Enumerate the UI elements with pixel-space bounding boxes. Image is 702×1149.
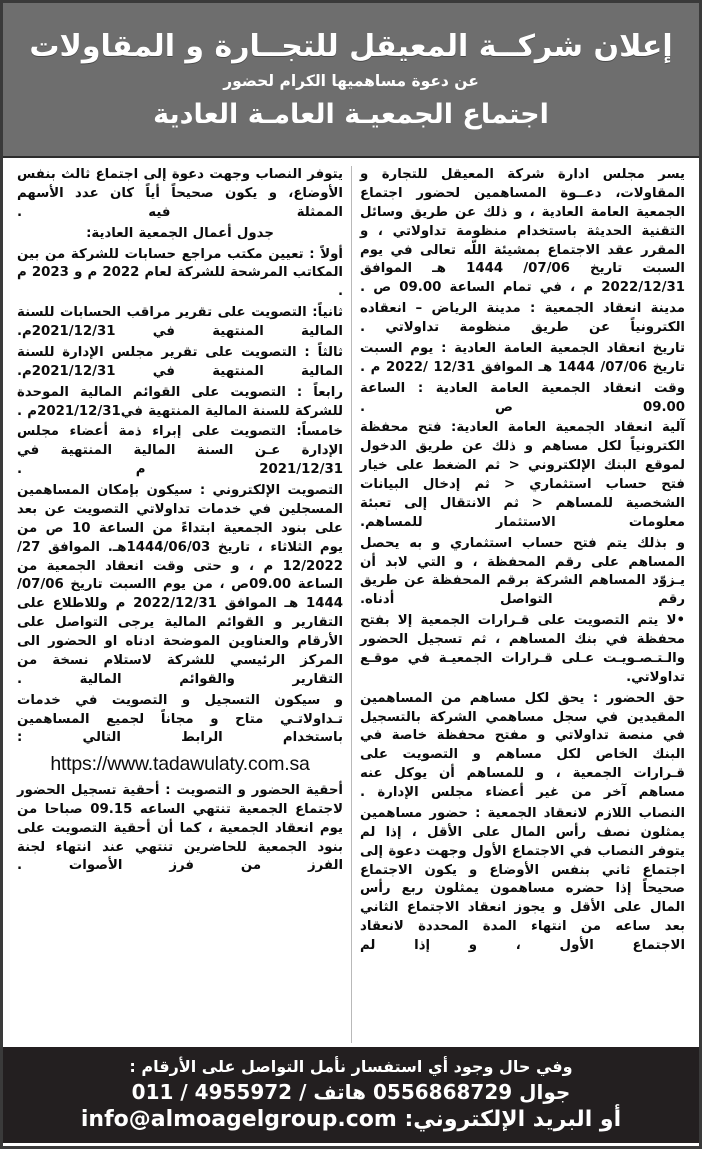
attendance-voting-rights-text: : أحقية تسجيل الحضور لاجتماع الجمعية تنتهي الساعه 09.15 صباحا من يوم انعقاد الجمعية ، كما أن أحقية التصويت على بنود الجمعية للحاضرين تنتهي عند انتهاء لجنة الفرز من فرز الأصوات . [17, 782, 343, 874]
attendance-voting-rights-label: أحقية الحضور و التصويت [176, 782, 343, 798]
paragraph-meeting-date: تاريخ انعقاد الجمعية العامة العادية : يوم السبت تاريخ 07/06/ 1444 هـ الموافق 12/31 /2022 م . [360, 340, 685, 375]
number-separator: / [180, 1079, 188, 1104]
electronic-voting-label: التصويت الإلكتروني [212, 483, 343, 498]
meeting-title: اجتماع الجمعيـة العامـة العادية [153, 99, 549, 131]
phone-number: 4955972 [194, 1079, 293, 1104]
agenda-heading: جدول أعمال الجمعية العادية: [86, 225, 274, 241]
ad-body [3, 158, 699, 1047]
paragraph-quorum-continued: يتوفر النصاب وجهت دعوة إلى اجتماع ثالث بنفس الأوضاع، و يكون صحيحاً أياً كان عدد الأسهم الممثلة فيه . [17, 167, 343, 220]
paragraph-quorum: النصاب اللازم لانعقاد الجمعية : حضور مساهمين يمثلون نصف رأس المال على الأقل ، إذا لم يتوفر النصاب في الاجتماع الأول وجهت دعوة إلى اجتماع ثاني بنفس الأوضاع و يكون الاجتماع صحيحاً إذا حضره مساهمون يمثلون ربع رأس المال على الأقل و يجوز انعقاد الاجتماع الثاني بعد ساعه من انتهاء المدة المحددة لانعقاد الاجتماع الأول ، و إذا لم [360, 805, 685, 953]
email-line [81, 1107, 621, 1133]
mobile-number: 0556868729 [373, 1079, 513, 1104]
email-address[interactable]: info@almoagelgroup.com [80, 1106, 397, 1132]
invitation-subtitle: عن دعوة مساهميها الكرام لحضور [223, 71, 479, 90]
phone-label: هاتف / [299, 1079, 367, 1104]
left-text-column [9, 166, 351, 1043]
agenda-item-3: ثالثاً : التصويت على تقرير مجلس الإدارة للسنة المالية المنتهية في 2021/12/31م. [17, 344, 343, 379]
paragraph-meeting-mechanism: آلية انعقاد الجمعية العامة العادية: فتح محفظة الكترونياً لكل مساهم و ذلك عن طريق الدخول لموقع البنك الإلكتروني < ثم الضغط على خيار فتح حساب استثماري < ثم إدخال البيانات الشخصية للمساهم < ثم الانتقال إلى تعبئة معلومات الاستثمار للمساهم. [360, 420, 685, 530]
paragraph-intro: يسر مجلس ادارة شركة المعيقل للتجارة و المقاولات، دعــوة المساهمين لحضور اجتماع الجمعية العامة العادية ، و ذلك عن طريق وسائل التقنية الحديثة باستخدام منظومة تداولاتي ، و المقرر عقد الاجتماع بمشيئة اللّه تعالى في يوم السبت تاريخ 07/06/ 1444 هـ الموافق 2022/12/31 م ، في تمام الساعة 09.00 ص . [360, 167, 685, 296]
company-announcement-title: إعلان شركــة المعيقل للتجــارة و المقاولات [29, 29, 673, 65]
agenda-item-4: رابعاً : التصويت على القوائم المالية الموحدة للشركة للسنة المالية المنتهية في2021/12/31م . [17, 384, 343, 419]
electronic-voting-paragraph [17, 482, 343, 690]
paragraph-meeting-city: مدينة انعقاد الجمعية : مدينة الرياض – انعقاده الكترونياً عن طريق منظومة تداولاتي . [360, 301, 685, 335]
phone-prefix: 011 [131, 1079, 174, 1104]
agenda-item-5: خامساً: التصويت على إبراء ذمة أعضاء مجلس الإدارة عـن السنة المالية المنتهية في 2021/12/31 م . [17, 424, 343, 478]
ad-footer [3, 1047, 699, 1143]
agenda-item-1: أولاً : تعيين مكتب مراجع حسابات للشركة من بين المكاتب المرشحة للشركة لعام 2022 م و 2023 م . [17, 246, 343, 300]
paragraph-attendance-right: حق الحضور : يحق لكل مساهم من المساهمين المقيدين في سجل مساهمي الشركة بالتسجيل في منصة تداولاتي و مفتح محفظة خاصة في البنك الخاص لكل مساهم و التصويت على قـرارات الجمعية ، و للمساهم أن يوكل عنه مساهم آخر من غير أعضاء مجلس الإدارة . [360, 690, 685, 800]
paragraph-investment-account: و بذلك يتم فتح حساب استثماري و به يحصل المساهم على رقم المحفظة ، و التي لابد أن يـزوّد المساهم الشركة برقم المحفظة عن طريق رقم التواصل أدناه. [360, 535, 685, 608]
mobile-label: جوال [519, 1079, 571, 1104]
email-label: أو البريد الإلكتروني: [404, 1106, 622, 1132]
registration-paragraph: و سيكون التسجيل و التصويت في خدمات تـداولاتـي متاح و مجاناً لجميع المساهمين باستخدام الرابط التالي : [17, 692, 343, 746]
tadawulaty-url[interactable]: https://www.tadawulaty.com.sa [50, 753, 310, 776]
right-text-column [351, 166, 693, 1043]
contact-numbers-line [132, 1080, 571, 1104]
electronic-voting-text: : سيكون بإمكان المساهمين المسجلين في خدمات تداولاتي التصويت عن بعد على بنود الجمعية ابتداءً من الساعة 10 ص من يوم الثلاثاء ، تاريخ 1444/06/03هـ. الموافق 27/ 12/2022 م ، و حتى وقت انعقاد الجمعية من الساعة 09.00ص ، من يوم االسبت تاريخ 07/06/ 1444 هـ الموافق 2022/12/31 م وللاطلاع على التقارير و القوائم المالية يرجى التواصل على الأرقام والعناوين الموضحة ادناه او الحضور الى المركز الرئيسي للشركة لاستلام نسخة من التقارير والقوائم المالية . [17, 483, 343, 687]
paragraph-voting-note: •لا يتم التصويت على قـرارات الجمعية إلا بفتح محفظة في بنك المساهم ، ثم تسجيل الحضور والـتـصـويـت عـلى قـرارات الجمعيـة في موقـع تداولاتي. [360, 613, 685, 685]
enquiry-line: وفي حال وجود أي استفسار نأمل التواصل على الأرقام : [129, 1056, 573, 1076]
attendance-voting-rights-paragraph [17, 782, 343, 876]
agenda-item-2: ثانياً: التصويت على تقرير مراقب الحسابات للسنة المالية المنتهية في 2021/12/31م. [17, 305, 343, 339]
ad-header [3, 3, 699, 158]
paragraph-meeting-time: وقت انعقاد الجمعية العامة العادية : الساعة 09.00 ص . [360, 380, 685, 415]
